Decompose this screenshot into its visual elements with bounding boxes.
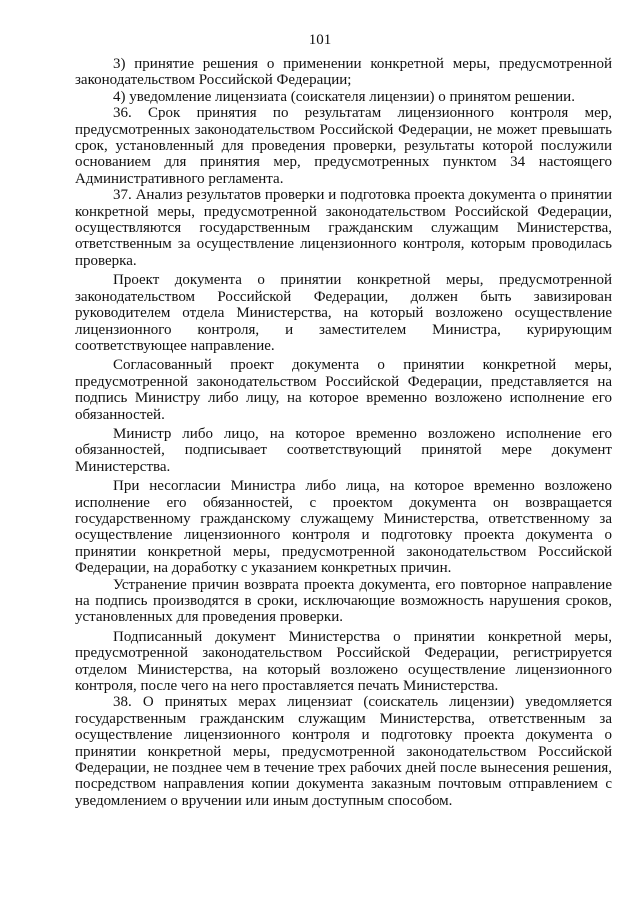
- paragraph-minister-signs: Министр либо лицо, на которое временно возложено исполнение его обязанностей, подписывает соответствующий принятой мере документ Министерства.: [75, 425, 612, 475]
- paragraph-draft-approval: Проект документа о принятии конкретной меры, предусмотренной законодательством Российской Федерации, должен быть завизирован руководителем отдела Министерства, на который возложено осуществление лицензионного контроля, и заместителем Министра, курирующим соответствующее направление.: [75, 272, 612, 354]
- paragraph-registration: Подписанный документ Министерства о принятии конкретной меры, предусмотренной законодательством Российской Федерации, регистрируется отделом Министерства, на который возложено осуществление лицензионного контроля, после чего на него проставляется печать Министерства.: [75, 628, 612, 695]
- paragraph-item-4: 4) уведомление лицензиата (соискателя лицензии) о принятом решении.: [113, 88, 575, 105]
- paragraph-disagreement: При несогласии Министра либо лица, на которое временно возложено исполнение его обязанностей, с проектом документа он возвращается государственному гражданскому служащему Министерства, ответственному за осуществление лицензионного контроля и подготовку проекта документа о принятии конкретной меры, предусмотренной законодательством Российской Федерации, на доработку с указанием конкретных причин.: [75, 478, 612, 577]
- paragraph-draft-submission: Согласованный проект документа о принятии конкретной меры, предусмотренной законодательством Российской Федерации, представляется на подпись Министру либо лицу, на которое временно возложено исполнение его обязанностей.: [75, 357, 612, 423]
- paragraph-clause-38: 38. О принятых мерах лицензиат (соискатель лицензии) уведомляется государственным гражданским служащим Министерства, ответственным за осуществление лицензионного контроля и подготовку проекта документа о принятии конкретной меры, предусмотренной законодательством Российской Федерации, не позднее чем в течение трех рабочих дней после вынесения решения, посредством направления копии документа заказным почтовым отправлением с уведомлением о вручении или иным доступным способом.: [75, 694, 612, 809]
- paragraph-clause-37: 37. Анализ результатов проверки и подготовка проекта документа о принятии конкретной меры, предусмотренной законодательством Российской Федерации, осуществляются государственным гражданским служащим Министерства, ответственным за осуществление лицензионного контроля, которым проводилась проверка.: [75, 187, 612, 269]
- paragraph-resubmission: Устранение причин возврата проекта документа, его повторное направление на подпись производятся в сроки, исключающие возможность нарушения сроков, установленных для проведения проверки.: [75, 576, 612, 626]
- document-body: [75, 56, 612, 809]
- paragraph-item-3: 3) принятие решения о применении конкретной меры, предусмотренной законодательством Российской Федерации;: [75, 56, 612, 89]
- paragraph-clause-36: 36. Срок принятия по результатам лицензионного контроля мер, предусмотренных законодательством Российской Федерации, не может превышать срок, установленный для проведения проверки, результаты которой послужили основанием для принятия мер, предусмотренных пунктом 34 настоящего Административного регламента.: [75, 105, 612, 187]
- page-number: 101: [308, 32, 332, 48]
